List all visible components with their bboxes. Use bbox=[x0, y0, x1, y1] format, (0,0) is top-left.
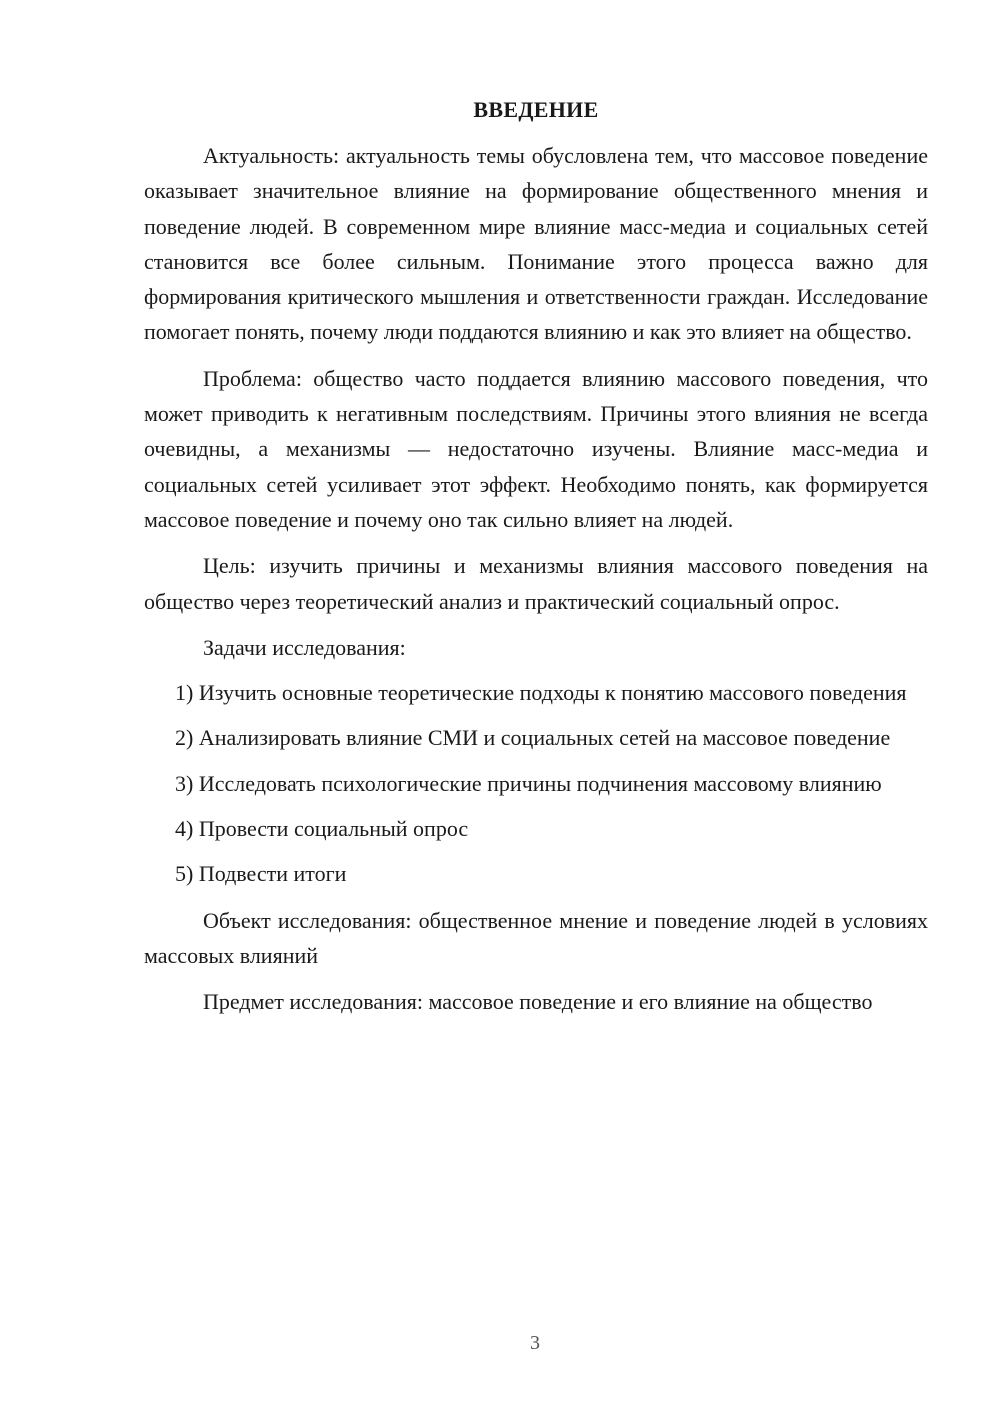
list-item: 3) Исследовать психологические причины подчинения массовому влиянию bbox=[175, 770, 882, 796]
object-paragraph: Объект исследования: общественное мнение и поведение людей в условиях массовых влияний bbox=[144, 907, 928, 968]
section-title: ВВЕДЕНИЕ bbox=[473, 97, 599, 122]
relevance-paragraph: Актуальность: актуальность темы обусловлена тем, что массовое поведение оказывает значительное влияние на формирование общественного мнения и поведение людей. В современном мире влияние масс-медиа и социальных сетей становится все более сильным. Понимание этого процесса важно для формирования критического мышления и ответственности граждан. Исследование помогает понять, почему люди поддаются влиянию и как это влияет на общество. bbox=[144, 143, 928, 345]
list-item: 2) Анализировать влияние СМИ и социальных сетей на массовое поведение bbox=[175, 725, 891, 751]
list-item: 4) Провести социальный опрос bbox=[175, 816, 469, 842]
tasks-list bbox=[144, 675, 928, 891]
problem-paragraph: Проблема: общество часто поддается влиянию массового поведения, что может приводить к негативным последствиям. Причины этого влияния не всегда очевидны, а механизмы — недостаточно изучены. Влияние масс-медиа и социальных сетей усиливает этот эффект. Необходимо понять, как формируется массовое поведение и почему оно так сильно влияет на людей. bbox=[144, 365, 928, 532]
page-number: 3 bbox=[530, 1332, 540, 1354]
tasks-heading: Задачи исследования: bbox=[203, 634, 406, 660]
subject-paragraph: Предмет исследования: массовое поведение и его влияние на общество bbox=[203, 989, 873, 1015]
document-page bbox=[144, 92, 928, 1020]
goal-paragraph: Цель: изучить причины и механизмы влияния массового поведения на общество через теоретический анализ и практический социальный опрос. bbox=[144, 553, 928, 614]
list-item: 1) Изучить основные теоретические подходы к понятию массового поведения bbox=[175, 680, 907, 706]
list-item: 5) Подвести итоги bbox=[175, 861, 347, 887]
